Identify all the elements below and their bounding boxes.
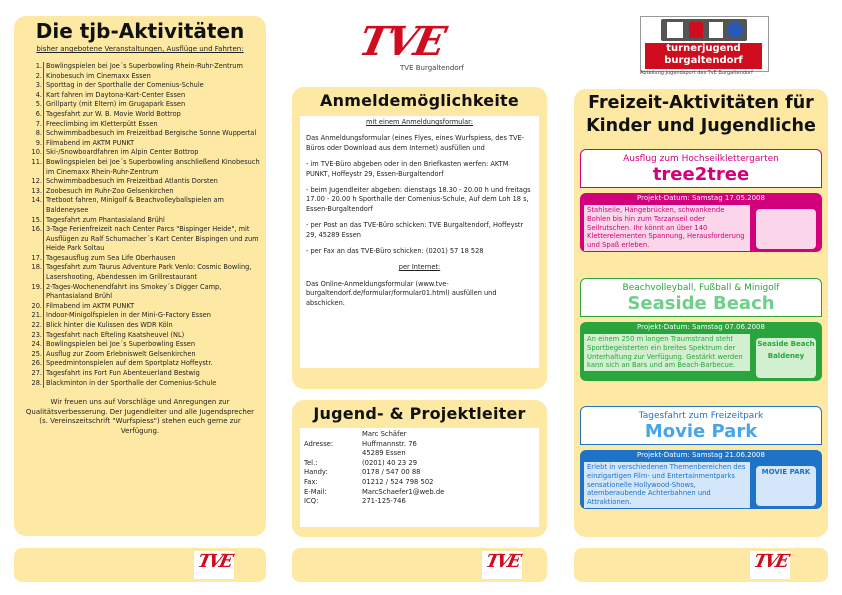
list-item: [14, 120, 260, 130]
event-image: [756, 466, 816, 506]
registration-title: Anmeldemöglichkeite: [320, 91, 519, 110]
footer-strip-middle: [292, 548, 547, 582]
list-item: [14, 100, 260, 110]
event-body: [580, 460, 822, 509]
contact-value: 0178 / 547 00 88: [362, 468, 421, 477]
tve-mini-logo: TVE: [482, 551, 522, 579]
list-item-number: 25.: [31, 349, 42, 358]
list-item-text: Kinobesuch im Cinemaxx Essen: [43, 72, 260, 82]
list-item: [14, 311, 260, 321]
contact-key: [304, 449, 362, 459]
list-item-number: 6.: [35, 109, 42, 118]
list-item: [14, 81, 260, 91]
contact-value: 01212 / 524 798 502: [362, 477, 434, 486]
event-label: Beachvolleyball, Fußball & Minigolf: [622, 283, 780, 293]
contact-body: [300, 428, 539, 527]
list-item-number: 5.: [35, 100, 42, 109]
leisure-title: Freizeit-Aktivitäten für Kinder und Jugendliche: [586, 93, 816, 136]
list-item-text: Tretboot fahren, Minigolf & Beachvolleyballspielen am Baldeneysee: [43, 196, 260, 215]
contact-key: Adresse:: [304, 439, 334, 448]
contact-row: [304, 440, 535, 450]
list-item-number: 9.: [35, 138, 42, 147]
registration-option-1: - im TVE-Büro abgeben oder in den Briefkasten werfen: AKTM PUNKT, Hoffeystr 29, Essen-Burgaltendorf: [306, 160, 509, 178]
list-item-text: Bowlingspielen bei Joe´s Superbowling Rhein-Ruhr-Zentrum: [43, 62, 260, 72]
contact-value: 45289 Essen: [362, 449, 406, 458]
list-item: [14, 369, 260, 379]
list-item: [14, 359, 260, 369]
list-item-number: 2.: [35, 71, 42, 80]
list-item-number: 4.: [35, 90, 42, 99]
list-item: [14, 72, 260, 82]
contact-value: 271-125-746: [362, 497, 406, 506]
contact-name: Marc Schäfer: [362, 430, 407, 438]
list-item-number: 21.: [31, 311, 42, 320]
list-item-text: Ausflug zur Zoom Erlebniswelt Gelsenkirchen: [43, 350, 260, 360]
event-label: Ausflug zum Hochseilklettergarten: [623, 154, 779, 164]
list-item-text: Tagesfahrt zur W. B. Movie World Bottrop: [43, 110, 260, 120]
list-item-text: Blick hinter die Kulissen des WDR Köln: [43, 321, 260, 331]
tve-mini-logo: TVE: [194, 551, 234, 579]
registration-internet-head: per Internet:: [398, 263, 441, 272]
event-card: [580, 149, 822, 252]
list-item-number: 19.: [31, 282, 42, 291]
event-description: Erlebt in verschiedenen Themenbereichen des einzigartigen Film- und Entertainmentparks sensationelle Hollywood-Shows, atemberaubende Achterbahnen und Attraktionen.: [584, 462, 750, 508]
contact-row: [304, 468, 535, 478]
registration-body: [300, 116, 539, 368]
list-item-number: 23.: [31, 330, 42, 339]
event-title: Seaside Beach: [627, 293, 775, 314]
event-date: Projekt-Datum: Samstag 07.06.2008: [580, 322, 822, 332]
list-item-number: 10.: [31, 148, 42, 157]
leisure-panel: [574, 89, 828, 537]
list-item: [14, 110, 260, 120]
list-item-number: 1.: [35, 62, 42, 70]
list-item: [14, 321, 260, 331]
list-item-text: Tagesfahrt nach Efteling Kaatsheuvel (NL): [43, 331, 260, 341]
activities-outro: Wir freuen uns auf Vorschläge und Anregungen zur Qualitätsverbesserung. Der Jugendleiter und alle Jugendsprecher (s. Vereinszeitschrift "Wurfspiess") stehen euch gerne zur Verfügung.: [25, 398, 255, 435]
list-item-text: Tagesfahrt ins Fort Fun Abenteuerland Bestwig: [43, 369, 260, 379]
event-body: [580, 332, 822, 381]
list-item-text: Grillparty (mit Eltern) im Grugapark Essen: [43, 100, 260, 110]
contact-title: Jugend- & Projektleiter: [313, 404, 526, 423]
list-item-text: Sporttag in der Sporthalle der Comenius-Schule: [43, 81, 260, 91]
registration-option-4: - per Fax an das TVE-Büro schicken: (0201) 57 18 528: [306, 247, 484, 256]
list-item-number: 22.: [31, 321, 42, 330]
event-label: Tagesfahrt zum Freizeitpark: [638, 411, 764, 421]
list-item: [14, 263, 260, 282]
tve-logo-letters: TVE: [355, 18, 448, 65]
contact-row: [304, 478, 535, 488]
list-item-number: 26.: [31, 359, 42, 368]
event-description: Stahlseile, Hängebrücken, schwankende Bohlen bis hin zum Tarzanseil oder Seilrutschen. Ihr könnt an über 140 Kletterelementen Spannung, Herausforderung und Spaß erleben.: [584, 205, 750, 251]
activities-panel: [14, 16, 266, 536]
logo-emblem-icon: [661, 19, 747, 41]
contact-table: [304, 430, 535, 507]
tve-logo-caption: TVE Burgaltendorf: [400, 64, 464, 72]
registration-option-2: - beim Jugendleiter abgeben: dienstags 18.30 - 20.00 h und freitags 17.00 - 20.00 h Sporthalle der Comenius-Schule, Auf dem Loh 18 s, Essen-Burgaltendorf: [306, 186, 531, 213]
event-description: An einem 250 m langen Traumstrand steht Sportbegeisterten ein breites Spektrum der Unterhaltung zur Verfügung. Gestärkt werden kann sich an Bars und am Beach-Barbecue.: [584, 334, 750, 371]
list-item-number: 24.: [31, 340, 42, 349]
event-image-text: MOVIE PARK: [761, 468, 811, 476]
list-item-text: Tagesfahrt zum Taurus Adventure Park Venlo: Cosmic Bowling, Lasershooting, Abendessen im Grillrestaurant: [43, 263, 260, 282]
list-item-text: Blackminton in der Sporthalle der Comenius-Schule: [43, 379, 260, 389]
contact-key: ICQ:: [304, 497, 319, 506]
list-item-number: 28.: [31, 378, 42, 387]
event-title: tree2tree: [652, 164, 750, 185]
list-item: [14, 91, 260, 101]
registration-option-3: - per Post an das TVE-Büro schicken: TVE Burgaltendorf, Hoffeystr 29, 45289 Essen: [306, 221, 524, 239]
list-item-text: Freeclimbing im Kletterpütt Essen: [43, 120, 260, 130]
list-item-number: 3.: [35, 81, 42, 90]
list-item-number: 18.: [31, 263, 42, 272]
turnerjugend-logo: [640, 16, 769, 72]
registration-internet: Das Online-Anmeldungsformular (www.tve-burgaltendorf.de/formular/formular01.html) ausfüllen und abschicken.: [306, 279, 497, 307]
list-item-text: Filmabend im AKTM PUNKT: [43, 139, 260, 149]
list-item: [14, 216, 260, 226]
activities-intro: bisher angebotene Veranstaltungen, Ausflüge und Fahrten:: [36, 45, 244, 53]
list-item: [14, 283, 260, 302]
list-item-number: 11.: [31, 157, 42, 166]
list-item-text: Speedmintonspielen auf dem Sportplatz Hoffeystr.: [43, 359, 260, 369]
list-item-text: Bowlingspielen bei Joe´s Superbowling Essen: [43, 340, 260, 350]
event-card: [580, 278, 822, 381]
tve-logo: [355, 18, 480, 78]
tve-mini-logo: TVE: [750, 551, 790, 579]
list-item-number: 8.: [35, 129, 42, 138]
contact-value: MarcSchaefer1@web.de: [362, 487, 445, 496]
list-item: [14, 129, 260, 139]
footer-strip-right: [574, 548, 828, 582]
contact-value: (0201) 40 23 29: [362, 458, 418, 467]
list-item: [14, 379, 260, 389]
contact-value: Huffmannstr. 76: [362, 439, 417, 448]
activities-list: [14, 62, 266, 388]
registration-intro: Das Anmeldungsformular (eines Flyes, eines Wurfspiess, des TVE-Büros oder Download aus dem Internet) ausfüllen und: [306, 134, 525, 152]
list-item-text: Bowlingspielen bei Joe´s Superbowling anschließend Kinobesuch im Cinemaxx Rhein-Ruhr-Zentrum: [43, 158, 260, 177]
list-item-text: Schwimmbadbesuch im Freizeitbad Bergische Sonne Wuppertal: [43, 129, 260, 139]
list-item-number: 15.: [31, 215, 42, 224]
contact-key: Tel.:: [304, 458, 318, 467]
list-item-number: 7.: [35, 119, 42, 128]
list-item: [14, 139, 260, 149]
list-item-text: 2-Tages-Wochenendfahrt ins Smokey´s Digger Camp, Phantasialand Brühl: [43, 283, 260, 302]
list-item-text: 3-Tage Ferienfreizeit nach Center Parcs "Bispinger Heide", mit Ausflügen zu Ralf Schumacher´s Kart Center Bispingen und zum Heide Park Soltau: [43, 225, 260, 254]
contact-row: [304, 449, 535, 459]
list-item-text: Filmabend im AKTM PUNKT: [43, 302, 260, 312]
activities-title: Die tjb-Aktivitäten: [35, 19, 245, 43]
registration-subtitle: mit einem Anmeldungsformular:: [366, 118, 473, 126]
list-item-text: Schwimmbadbesuch im Freizeitbad Atlantis Dorsten: [43, 177, 260, 187]
list-item-number: 27.: [31, 369, 42, 377]
list-item-text: Ski-/Snowboardfahren im Alpin Center Bottrop: [43, 148, 260, 158]
event-date: Projekt-Datum: Samstag 17.05.2008: [580, 193, 822, 203]
list-item-number: 20.: [31, 301, 42, 310]
event-date: Projekt-Datum: Samstag 21.06.2008: [580, 450, 822, 460]
list-item-text: Tagesfahrt zum Phantasialand Brühl: [43, 216, 260, 226]
list-item-number: 16.: [31, 225, 42, 234]
event-image: [756, 338, 816, 378]
event-title: Movie Park: [644, 421, 758, 442]
event-image: [756, 209, 816, 249]
list-item-number: 17.: [31, 253, 42, 262]
list-item-number: 13.: [31, 186, 42, 195]
turnerjugend-caption: Abteilung Jugendsport des TvE Burgaltendorf: [640, 70, 753, 76]
list-item: [14, 225, 260, 254]
list-item-number: 14.: [31, 196, 42, 205]
list-item-text: Kart fahren im Daytona-Kart-Center Essen: [43, 91, 260, 101]
logo-line2: burgaltendorf: [664, 55, 743, 66]
list-item: [14, 148, 260, 158]
list-item: [14, 177, 260, 187]
list-item: [14, 62, 260, 72]
event-image-text: Seaside Beach Baldeney: [757, 340, 815, 360]
list-item: [14, 196, 260, 215]
list-item-text: Indoor-Minigolfspielen in der Mini-G-Factory Essen: [43, 311, 260, 321]
list-item-number: 12.: [31, 177, 42, 186]
list-item: [14, 331, 260, 341]
list-item: [14, 187, 260, 197]
contact-row: [304, 488, 535, 498]
logo-line1: turnerjugend: [666, 43, 741, 54]
contact-row: [304, 459, 535, 469]
list-item: [14, 350, 260, 360]
contact-key: Handy:: [304, 468, 328, 477]
list-item: [14, 254, 260, 264]
list-item: [14, 158, 260, 177]
contact-row: [304, 497, 535, 507]
event-body: [580, 203, 822, 252]
footer-strip-left: [14, 548, 266, 582]
registration-panel: [292, 87, 547, 389]
contact-key: Fax:: [304, 477, 318, 486]
event-card: [580, 406, 822, 509]
list-item-text: Tagesausflug zum Sea Life Oberhausen: [43, 254, 260, 264]
list-item: [14, 302, 260, 312]
contact-key: E-Mail:: [304, 487, 327, 496]
list-item-text: Zoobesuch im Ruhr-Zoo Gelsenkirchen: [43, 187, 260, 197]
contact-panel: [292, 400, 547, 537]
list-item: [14, 340, 260, 350]
